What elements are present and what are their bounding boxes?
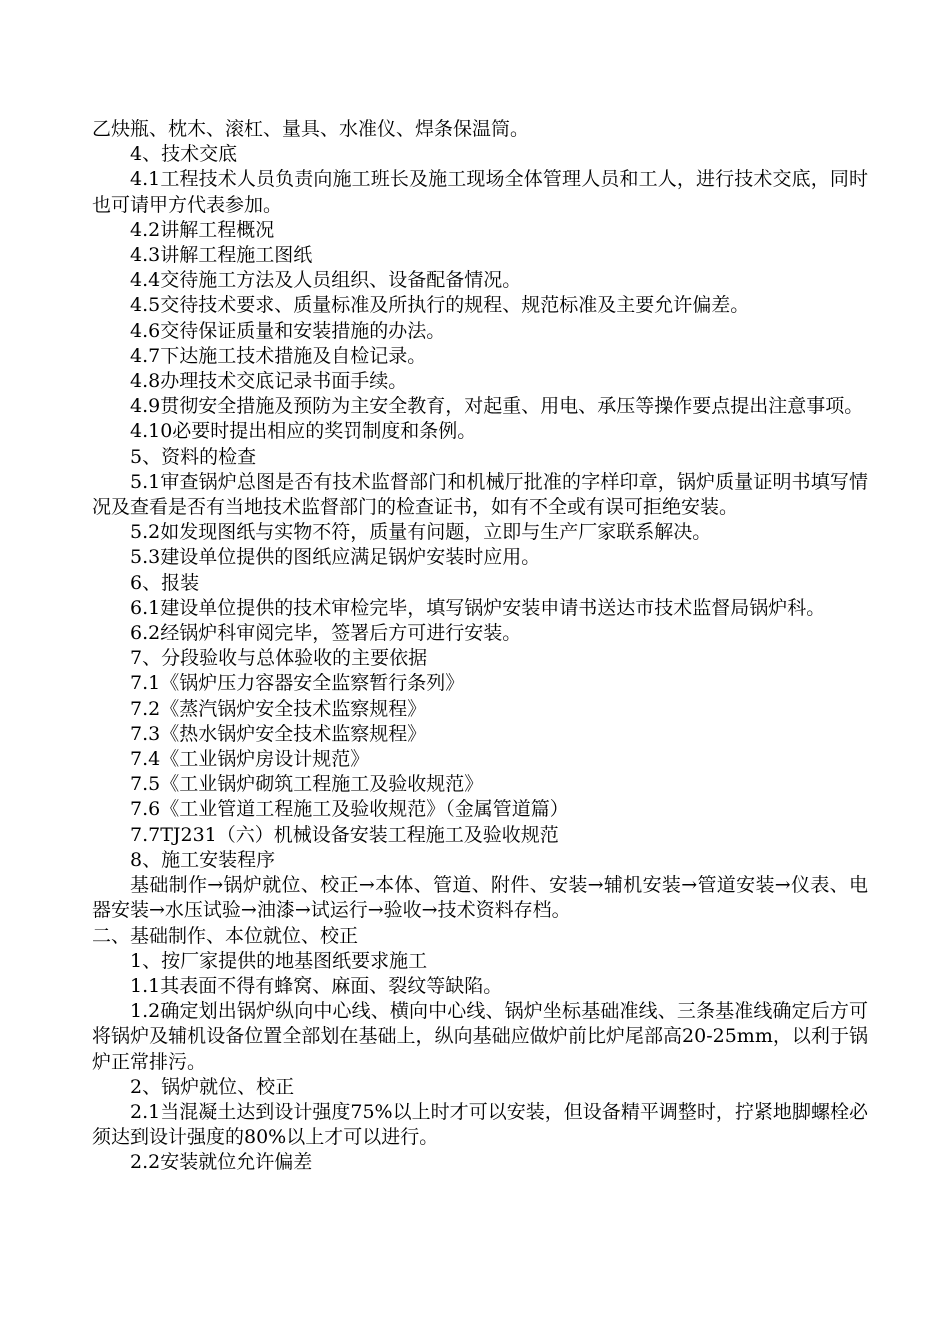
section-heading-2: 2、锅炉就位、校正 [130,1075,295,1098]
paragraph: 2.1当混凝土达到设计强度75%以上时才可以安装，但设备精平调整时，拧紧地脚螺栓必须达到设计强度的80%以上才可以进行。 [92,1100,868,1149]
paragraph: 5.2如发现图纸与实物不符，质量有问题，立即与生产厂家联系解决。 [130,521,712,544]
paragraph: 7.6《工业管道工程施工及验收规范》（金属管道篇） [130,798,569,821]
paragraph: 4.9贯彻安全措施及预防为主安全教育，对起重、用电、承压等操作要点提出注意事项。 [130,395,864,418]
paragraph: 1.2确定划出锅炉纵向中心线、横向中心线、锅炉坐标基础准线、三条基准线确定后方可将锅炉及辅机设备位置全部划在基础上，纵向基础应做炉前比炉尾部高20-25mm，以利于锅炉正常排污。 [92,1000,868,1073]
paragraph: 4.4交待施工方法及人员组织、设备配备情况。 [130,269,522,292]
document-page [92,117,868,1176]
paragraph: 4.8办理技术交底记录书面手续。 [130,370,408,393]
paragraph: 5.1审查锅炉总图是否有技术监督部门和机械厅批准的字样印章，锅炉质量证明书填写情况及查看是否有当地技术监督部门的检查证书，如有不全或有误可拒绝安装。 [92,470,868,519]
paragraph: 7.4《工业锅炉房设计规范》 [130,748,370,771]
paragraph: 7.2《蒸汽锅炉安全技术监察规程》 [130,697,427,720]
section-heading-6: 6、报装 [130,571,200,594]
paragraph: 7.1《锅炉压力容器安全监察暂行条列》 [130,672,465,695]
paragraph: 7.5《工业锅炉砌筑工程施工及验收规范》 [130,773,484,796]
section-heading-1: 1、按厂家提供的地基图纸要求施工 [130,949,428,972]
paragraph: 4.7下达施工技术措施及自检记录。 [130,344,427,367]
section-heading-5: 5、资料的检查 [130,445,257,468]
paragraph: 4.2讲解工程概况 [130,218,275,241]
paragraph: 4.5交待技术要求、质量标准及所执行的规程、规范标准及主要允许偏差。 [130,294,750,317]
paragraph: 7.3《热水锅炉安全技术监察规程》 [130,722,427,745]
section-heading-7: 7、分段验收与总体验收的主要依据 [130,647,428,670]
paragraph: 4.6交待保证质量和安装措施的办法。 [130,319,446,342]
paragraph: 2.2安装就位允许偏差 [130,1151,313,1174]
paragraph: 6.2经锅炉科审阅完毕，签署后方可进行安装。 [130,622,522,645]
paragraph: 乙炔瓶、枕木、滚杠、量具、水准仪、焊条保温筒。 [92,118,530,140]
paragraph: 7.7TJ231（六）机械设备安装工程施工及验收规范 [130,823,559,846]
section-heading-8: 8、施工安装程序 [130,848,276,871]
paragraph: 5.3建设单位提供的图纸应满足锅炉安装时应用。 [130,546,541,569]
paragraph: 基础制作→锅炉就位、校正→本体、管道、附件、安装→辅机安装→管道安装→仪表、电器安装→水压试验→油漆→试运行→验收→技术资料存档。 [92,874,868,922]
paragraph: 1.1其表面不得有蜂窝、麻面、裂纹等缺陷。 [130,974,503,997]
paragraph: 4.10必要时提出相应的奖罚制度和条例。 [130,420,477,443]
section-heading-4: 4、技术交底 [130,143,238,166]
paragraph: 4.1工程技术人员负责向施工班长及施工现场全体管理人员和工人，进行技术交底，同时也可请甲方代表参加。 [92,168,868,216]
chapter-heading-2: 二、基础制作、本位就位、校正 [92,924,359,947]
paragraph: 6.1建设单位提供的技术审检完毕，填写锅炉安装申请书送达市技术监督局锅炉科。 [130,596,826,619]
paragraph: 4.3讲解工程施工图纸 [130,244,313,267]
